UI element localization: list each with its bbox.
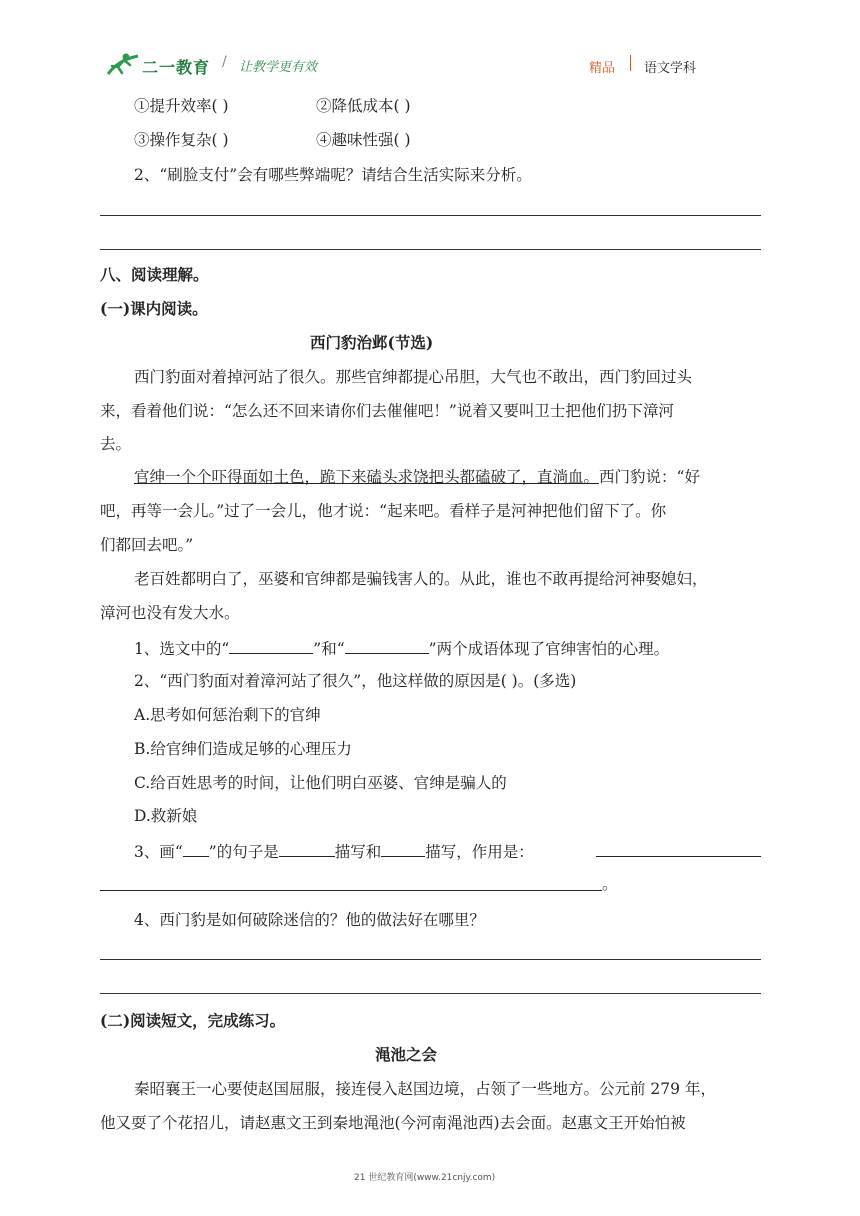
runner-logo-icon [104, 50, 142, 78]
passage-line [134, 467, 700, 487]
footer-text: 21 世纪教育网(www.21cnjy.com) [354, 1173, 496, 1183]
passage-line: 他又耍了个花招儿，请赵惠文王到秦地渑池(今河南渑池西)去会面。赵惠文王开始怕被 [100, 1114, 686, 1132]
underline-mark [183, 840, 209, 857]
header-subject: 语文学科 [644, 61, 697, 76]
passage-title: 西门豹治邺(节选) [310, 333, 434, 352]
answer-line [100, 249, 761, 250]
option-4: ④趣味性强( ) [316, 131, 411, 149]
underlined-sentence: 官绅一个个吓得面如土色，跪下来磕头求饶把头都磕破了，直淌血。 [134, 468, 600, 486]
passage-line: 秦昭襄王一心要使赵国屈服，接连侵入赵国边境，占领了一些地方。公元前 279 年， [134, 1080, 716, 1098]
blank[interactable] [279, 840, 335, 857]
header-separator [630, 55, 631, 71]
passage-line: 们都回去吧。” [100, 536, 194, 554]
question-text: 描写和 [334, 843, 382, 861]
answer-line [100, 993, 761, 994]
question-2: 2、“西门豹面对着漳河站了很久”，他这样做的原因是( )。(多选) [134, 672, 577, 690]
option-2: ②降低成本( ) [316, 97, 411, 115]
question-text: 1、选文中的“ [134, 640, 230, 658]
part-title: (二)阅读短文，完成练习。 [100, 1011, 286, 1030]
option-1: ①提升效率( ) [134, 97, 229, 115]
passage-title: 渑池之会 [375, 1045, 438, 1064]
question-text: 3、画“ [134, 843, 183, 861]
option-3: ③操作复杂( ) [134, 131, 229, 149]
choice-d: D.救新娘 [134, 807, 198, 825]
question-4: 4、西门豹是如何破除迷信的？他的做法好在哪里？ [134, 911, 485, 929]
answer-line [100, 215, 761, 216]
question-3 [134, 840, 534, 862]
question-text: 描写，作用是： [425, 843, 534, 861]
blank[interactable] [381, 840, 425, 857]
section-title: 八、阅读理解。 [100, 265, 209, 284]
part-title: (一)课内阅读。 [100, 299, 208, 318]
question-1 [134, 637, 669, 659]
blank[interactable] [596, 856, 761, 857]
blank[interactable] [345, 637, 429, 654]
question-text: ”的句子是 [208, 843, 279, 861]
passage-line: 来，看着他们说：“怎么还不回来请你们去催催吧！”说着又要叫卫士把他们扔下漳河 [100, 402, 674, 420]
answer-line [100, 959, 761, 960]
passage-line: 吧，再等一会儿。”过了一会儿，他才说：“起来吧。看样子是河神把他们留下了。你 [100, 502, 667, 520]
passage-text: 西门豹说：“好 [599, 468, 700, 486]
question-text: ”和“ [313, 640, 345, 658]
passage-line: 老百姓都明白了，巫婆和官绅都是骗钱害人的。从此，谁也不敢再提给河神娶媳妇， [134, 570, 708, 588]
header-slogan: 让教学更有效 [239, 60, 318, 75]
blank[interactable] [100, 890, 602, 891]
choice-b: B.给官绅们造成足够的心理压力 [134, 740, 352, 758]
passage-line: 西门豹面对着掉河站了很久。那些官绅都提心吊胆，大气也不敢出，西门豹回过头 [134, 368, 693, 386]
question-end: 。 [602, 875, 618, 893]
choice-c: C.给百姓思考的时间，让他们明白巫婆、官绅是骗人的 [134, 774, 507, 792]
logo-text: 二一教育 [142, 58, 211, 77]
question-face-pay: 2、“刷脸支付”会有哪些弊端呢？请结合生活实际来分析。 [134, 166, 532, 184]
header-tag: 精品 [589, 61, 616, 76]
passage-line: 去。 [100, 435, 132, 453]
passage-line: 漳河也没有发大水。 [100, 604, 240, 622]
header-divider: / [222, 54, 227, 70]
blank[interactable] [229, 637, 313, 654]
choice-a: A.思考如何惩治剩下的官绅 [134, 706, 321, 724]
question-text: ”两个成语体现了官绅害怕的心理。 [428, 640, 670, 658]
